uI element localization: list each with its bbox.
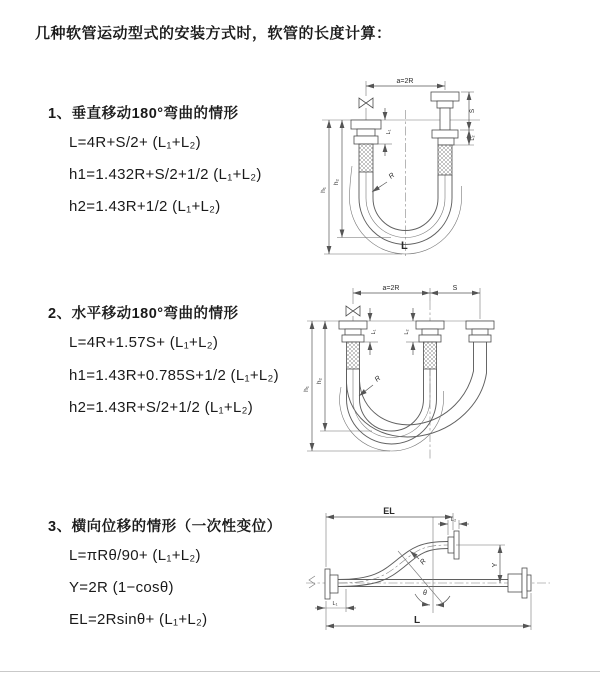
label-r: R	[373, 374, 383, 384]
lower-right-flange	[508, 568, 531, 598]
section-3-formula-L: L=πRθ/90+ (L₁+L₂)	[69, 547, 201, 564]
label-l: L	[401, 240, 408, 252]
label-s: S	[469, 108, 476, 114]
label-l2: L₂	[404, 329, 410, 335]
label-r: R	[419, 557, 428, 567]
label-h2: h₂	[333, 178, 340, 186]
section-1-formula-h2: h2=1.43R+1/2 (L₁+L₂)	[69, 198, 221, 215]
section-1-formula-h1: h1=1.432R+S/2+1/2 (L₁+L₂)	[69, 166, 262, 183]
section-1-formula-L: L=4R+S/2+ (L₁+L₂)	[69, 134, 201, 151]
label-l: L	[414, 615, 421, 626]
diagram-1-vertical-180-bend	[298, 70, 590, 262]
label-el: EL	[383, 506, 395, 516]
label-a-2r: a=2R	[382, 285, 400, 292]
label-h1: h₁	[303, 386, 310, 392]
section-3-formula-Y: Y=2R (1−cosθ)	[69, 579, 174, 596]
diagram-3-lateral-displacement	[298, 493, 596, 645]
pipe-break-icon	[309, 576, 315, 588]
valve-icon	[359, 98, 373, 120]
dimension-lines	[307, 288, 480, 451]
page-bottom-rule	[0, 671, 600, 672]
left-fitting	[339, 321, 367, 369]
label-l2: L₂	[470, 135, 476, 141]
diagram-2-horizontal-180-bend	[298, 281, 590, 465]
section-2-formula-L: L=4R+1.57S+ (L₁+L₂)	[69, 334, 219, 351]
label-h2: h₂	[316, 377, 323, 385]
section-2-formula-h2: h2=1.43R+S/2+1/2 (L₁+L₂)	[69, 399, 254, 416]
middle-fitting	[416, 321, 444, 369]
label-l1: L₁	[371, 329, 377, 335]
dimension-lines	[315, 513, 531, 630]
valve-icon	[346, 306, 360, 321]
right-fitting	[431, 92, 459, 175]
label-l2: L₂	[450, 517, 457, 523]
left-flange	[325, 569, 338, 599]
label-l1: L₁	[332, 601, 338, 607]
label-y: Y	[492, 562, 499, 568]
right-fitting	[466, 321, 494, 342]
section-2-formula-h1: h1=1.43R+0.785S+1/2 (L₁+L₂)	[69, 367, 279, 384]
label-s: S	[452, 285, 458, 292]
section-3-formula-EL: EL=2Rsinθ+ (L₁+L₂)	[69, 611, 208, 628]
hose-u-bend	[340, 369, 444, 451]
label-a-2r: a=2R	[396, 78, 414, 85]
section-1-heading: 1、垂直移动180°弯曲的情形	[48, 106, 239, 122]
label-l1: L₁	[386, 129, 392, 135]
page-title: 几种软管运动型式的安装方式时，软管的长度计算：	[35, 25, 392, 42]
section-3-heading: 3、横向位移的情形（一次性变位）	[48, 519, 282, 535]
label-theta: θ	[423, 590, 427, 597]
left-fitting	[351, 120, 381, 172]
label-h1: h₁	[320, 187, 327, 193]
label-r: R	[387, 171, 397, 181]
section-2-heading: 2、水平移动180°弯曲的情形	[48, 306, 239, 322]
